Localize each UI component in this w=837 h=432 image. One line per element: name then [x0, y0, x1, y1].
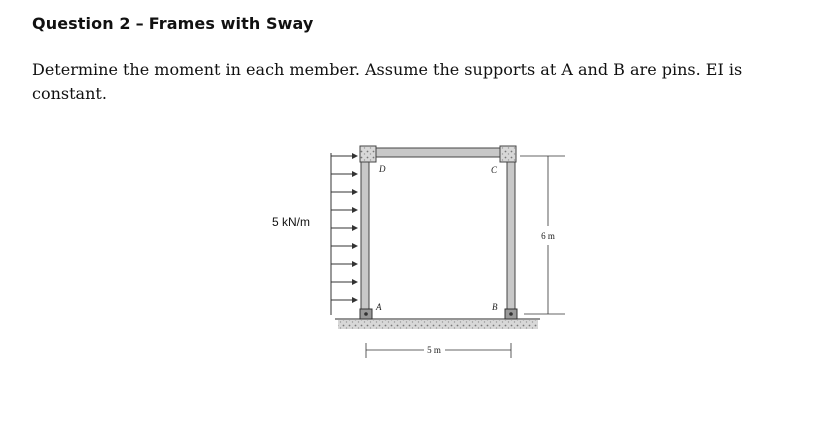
height-label: 6 m [541, 231, 555, 241]
question-prompt: Determine the moment in each member. Assume the supports at A and B are pins. EI is constant. [32, 60, 743, 103]
column-left [361, 152, 369, 318]
joint-d-block [360, 146, 376, 162]
joint-label-b: B [492, 302, 498, 312]
beam-top [365, 148, 511, 157]
load-label: 5 kN/m [272, 215, 311, 229]
heading-separator: – [135, 14, 144, 33]
support-a [360, 309, 372, 319]
joint-label-a: A [376, 302, 382, 312]
ground [335, 319, 540, 329]
pin-b [509, 312, 513, 316]
span-dimension [366, 343, 511, 358]
height-dimension [520, 156, 565, 314]
support-b [505, 309, 517, 319]
distributed-load [331, 153, 357, 315]
joint-label-d: D [379, 164, 386, 174]
pin-a [364, 312, 368, 316]
column-right [507, 152, 515, 318]
ground-hatch [338, 320, 538, 329]
load-arrows [331, 156, 357, 300]
joint-label-c: C [491, 165, 498, 175]
question-title: Frames with Sway [148, 14, 314, 33]
joint-c-block [500, 146, 516, 162]
span-label: 5 m [427, 345, 441, 355]
question-number: Question 2 [32, 14, 131, 33]
